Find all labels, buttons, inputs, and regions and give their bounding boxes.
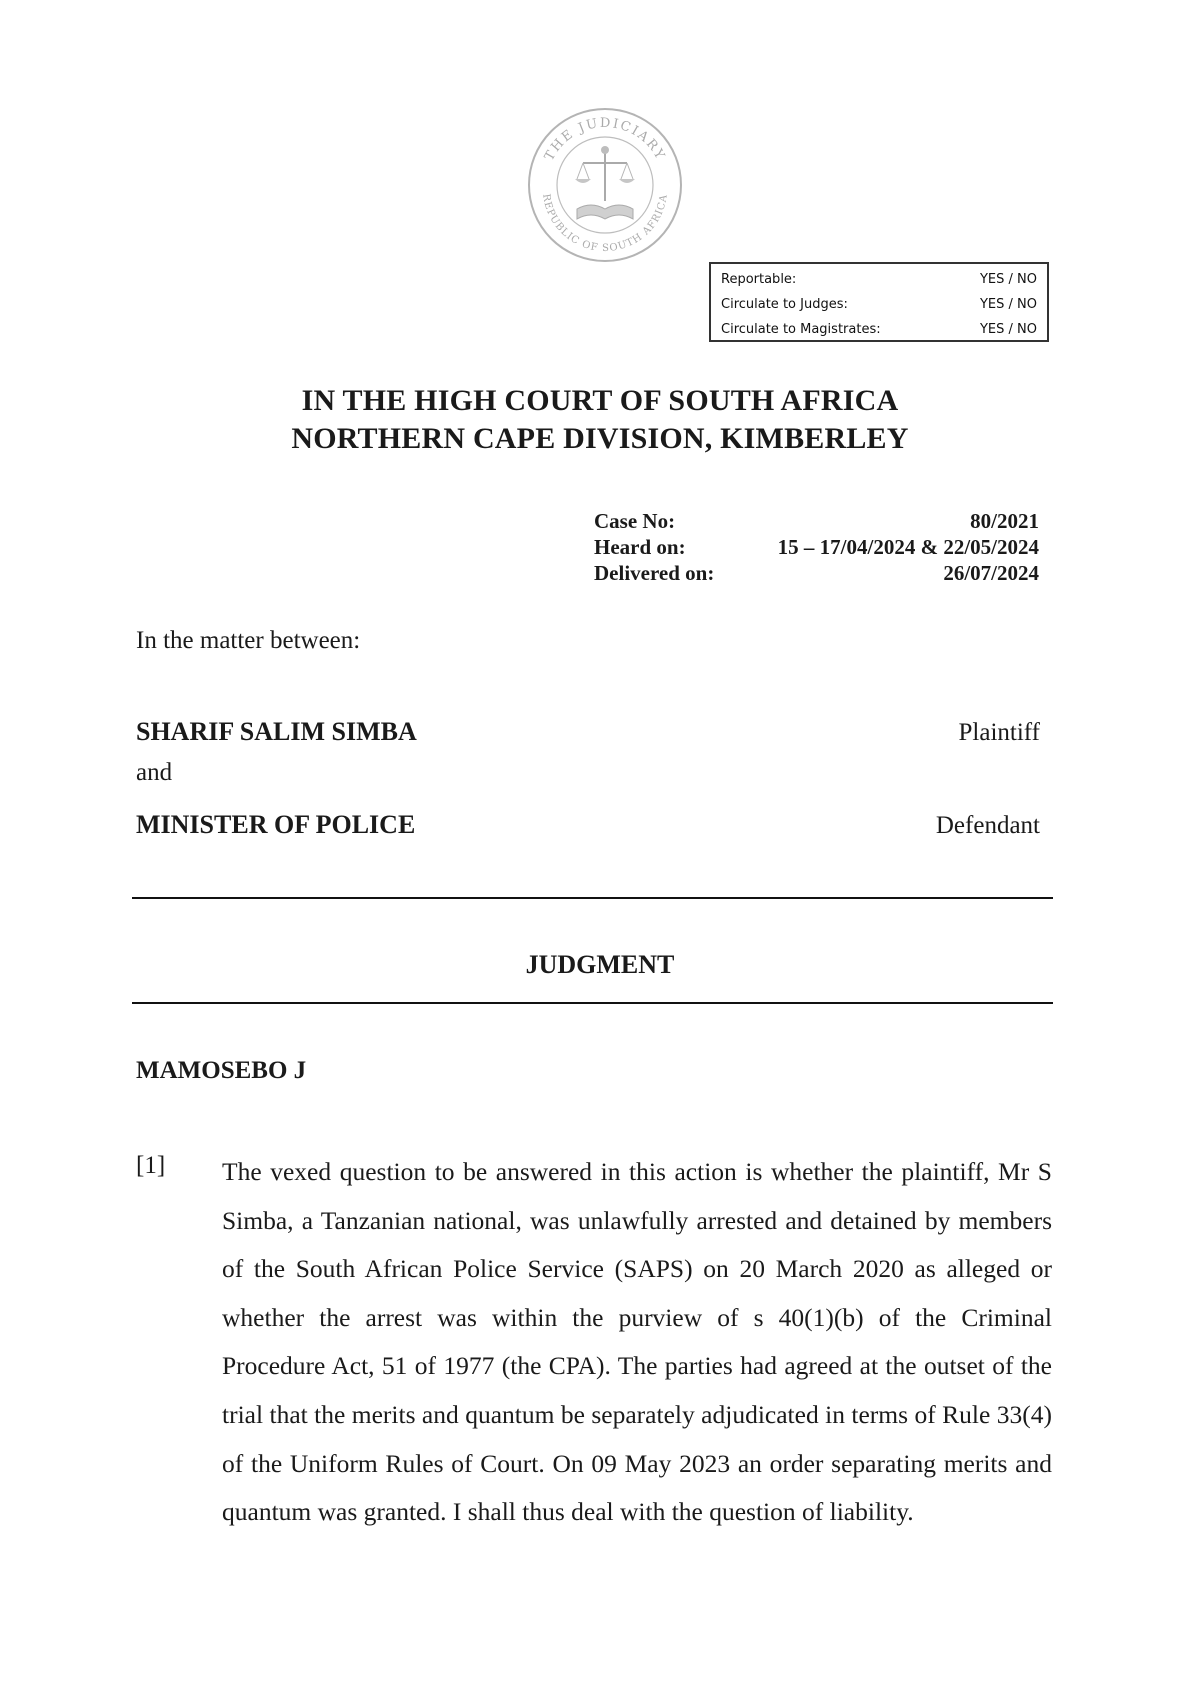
plaintiff-row [136, 717, 1040, 747]
svg-text:REPUBLIC OF SOUTH AFRICA: REPUBLIC OF SOUTH AFRICA [540, 193, 670, 255]
divider-top [132, 897, 1053, 899]
reportable-value: YES / NO [979, 272, 1037, 287]
and-text: and [136, 759, 173, 786]
paragraph-text: The vexed question to be answered in this action is whether the plaintiff, Mr S Simba, a Tanzanian national, was unlawfully arrested and detained by members of the South African Police Service (SAPS) on 20 March 2020 as alleged or whether the arrest was within the purview of s 40(1)(b) of the Criminal Procedure Act, 51 of 1977 (the CPA). The parties had agreed at the outset of the trial that the merits and quantum be separately adjudicated in terms of Rule 33(4) of the Uniform Rules of Court. On 09 May 2023 an order separating merits and quantum was granted. I shall thus deal with the question of liability. [222, 1157, 1052, 1527]
circulate-judges-row [721, 292, 1037, 317]
judge-name: MAMOSEBO J [136, 1057, 307, 1084]
paragraph-number: [1] [136, 1152, 166, 1179]
case-info [594, 508, 1039, 586]
heard-on-label: Heard on: [594, 535, 686, 559]
heard-on-row [594, 534, 1039, 560]
circulate-judges-label: Circulate to Judges: [721, 297, 848, 312]
case-number-value: 80/2021 [970, 509, 1039, 533]
circulate-magistrates-value: YES / NO [979, 322, 1037, 337]
defendant-role: Defendant [935, 812, 1040, 839]
plaintiff-role: Plaintiff [958, 719, 1040, 746]
case-number-label: Case No: [594, 509, 676, 533]
defendant-name: MINISTER OF POLICE [136, 810, 416, 839]
defendant-row [136, 810, 1040, 840]
judiciary-seal-icon [525, 105, 685, 265]
divider-bottom [132, 1002, 1053, 1004]
circulate-judges-value: YES / NO [979, 297, 1037, 312]
heard-on-value: 15 – 17/04/2024 & 22/05/2024 [777, 535, 1039, 559]
svg-text:THE JUDICIARY: THE JUDICIARY [542, 115, 668, 164]
judgment-heading: JUDGMENT [525, 950, 675, 979]
delivered-on-value: 26/07/2024 [943, 561, 1039, 585]
circulate-magistrates-label: Circulate to Magistrates: [721, 322, 881, 337]
court-title [0, 382, 1200, 458]
delivered-on-row [594, 560, 1039, 586]
case-number-row [594, 508, 1039, 534]
matter-intro: In the matter between: [136, 627, 361, 654]
plaintiff-name: SHARIF SALIM SIMBA [136, 717, 417, 746]
circulate-magistrates-row [721, 317, 1037, 342]
reportable-row [721, 267, 1037, 292]
court-title-line2: NORTHERN CAPE DIVISION, KIMBERLEY [291, 422, 909, 455]
court-title-line1: IN THE HIGH COURT OF SOUTH AFRICA [301, 384, 899, 417]
reportable-table [709, 262, 1049, 342]
reportable-label: Reportable: [721, 272, 797, 287]
delivered-on-label: Delivered on: [594, 561, 715, 585]
